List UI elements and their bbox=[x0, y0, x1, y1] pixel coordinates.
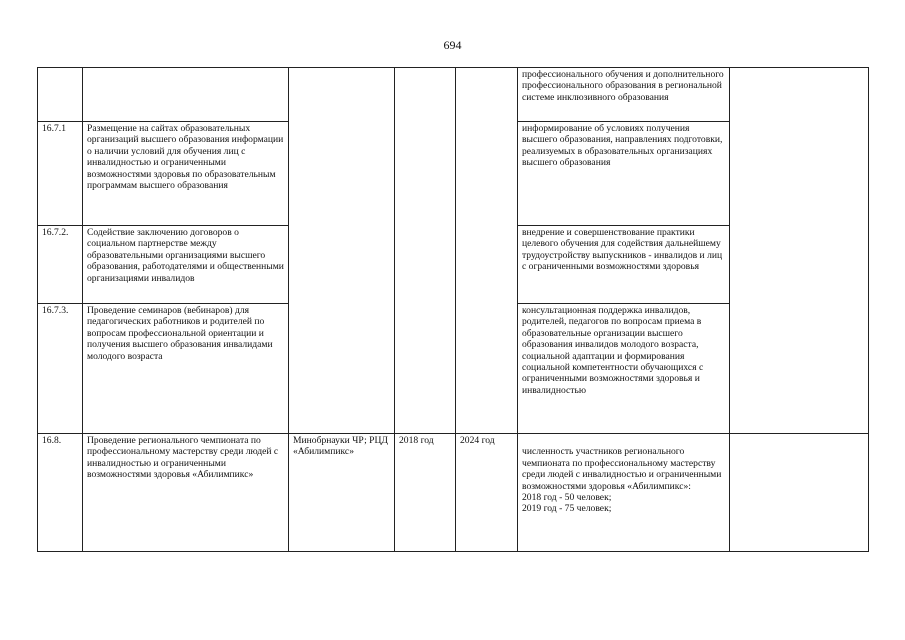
executor-cell-empty bbox=[289, 68, 395, 434]
start-year-cell bbox=[395, 434, 456, 552]
executor-text: Минобрнауки ЧР; РЦД «Абилимпикс» bbox=[293, 435, 388, 458]
activity-cell bbox=[83, 434, 289, 552]
row-number bbox=[38, 68, 83, 122]
row-number: 16.8. bbox=[38, 434, 83, 552]
notes-cell-empty bbox=[730, 434, 869, 552]
result-cell bbox=[518, 304, 730, 434]
result-text: внедрение и совершенствование практики целевого обучения для содействия дальнейшему трудоустройству выпускников - инвалидов и лиц с ограниченными возможностями здоровья bbox=[522, 227, 723, 273]
start-year-cell-empty bbox=[395, 68, 456, 434]
row-number: 16.7.3. bbox=[38, 304, 83, 434]
activity-cell bbox=[83, 304, 289, 434]
result-cell bbox=[518, 68, 730, 122]
activity-cell bbox=[83, 226, 289, 304]
end-year-text: 2024 год bbox=[460, 435, 495, 446]
result-text: информирование об условиях получения высшего образования, направлениях подготовки, реализуемых в образовательных организациях высшего образования bbox=[522, 123, 723, 169]
end-year-cell-empty bbox=[456, 68, 518, 434]
measures-table bbox=[37, 67, 869, 552]
activity-text: Содействие заключению договоров о социальном партнерстве между образовательными организациями высшего образования, работодателями и общественными организациями инвалидов bbox=[87, 227, 284, 284]
executor-cell bbox=[289, 434, 395, 552]
activity-text: Размещение на сайтах образовательных организаций высшего образования информации о наличии условий для обучения лиц с инвалидностью и ограниченными возможностями здоровья по образовательным программам высшего образования bbox=[87, 123, 284, 192]
table-row-continuation bbox=[38, 68, 869, 122]
result-cell bbox=[518, 122, 730, 226]
result-text: численность участников регионального чемпионата по профессиональному мастерству среди людей с инвалидностью и ограниченными возможностями здоровья «Абилимпикс»: 2018 год - 50 человек; 2019 год - 75 человек; bbox=[522, 446, 722, 515]
activity-text: Проведение регионального чемпионата по профессиональному мастерству среди людей с инвалидностью и ограниченными возможностями здоровья «Абилимпикс» bbox=[87, 435, 279, 481]
end-year-cell bbox=[456, 434, 518, 552]
row-number: 16.7.2. bbox=[38, 226, 83, 304]
activity-cell bbox=[83, 122, 289, 226]
result-cell bbox=[518, 226, 730, 304]
result-text: профессионального обучения и дополнительного профессионального образования в региональной системе инклюзивного образования bbox=[522, 69, 724, 103]
notes-cell-empty bbox=[730, 68, 869, 434]
result-text: консультационная поддержка инвалидов, родителей, педагогов по вопросам приема в образовательные организации высшего образования инвалидов молодого возраста, социальной адаптации и формирования социальной компетентности обучающихся с ограниченными возможностями здоровья и инвалидностью bbox=[522, 305, 704, 396]
table-row bbox=[38, 434, 869, 552]
result-cell bbox=[518, 434, 730, 552]
start-year-text: 2018 год bbox=[399, 435, 434, 446]
activity-cell bbox=[83, 68, 289, 122]
page-number: 694 bbox=[443, 38, 462, 52]
activity-text: Проведение семинаров (вебинаров) для педагогических работников и родителей по вопросам профессиональной ориентации и получения высшего образования инвалидами молодого возраста bbox=[87, 305, 273, 362]
row-number: 16.7.1 bbox=[38, 122, 83, 226]
